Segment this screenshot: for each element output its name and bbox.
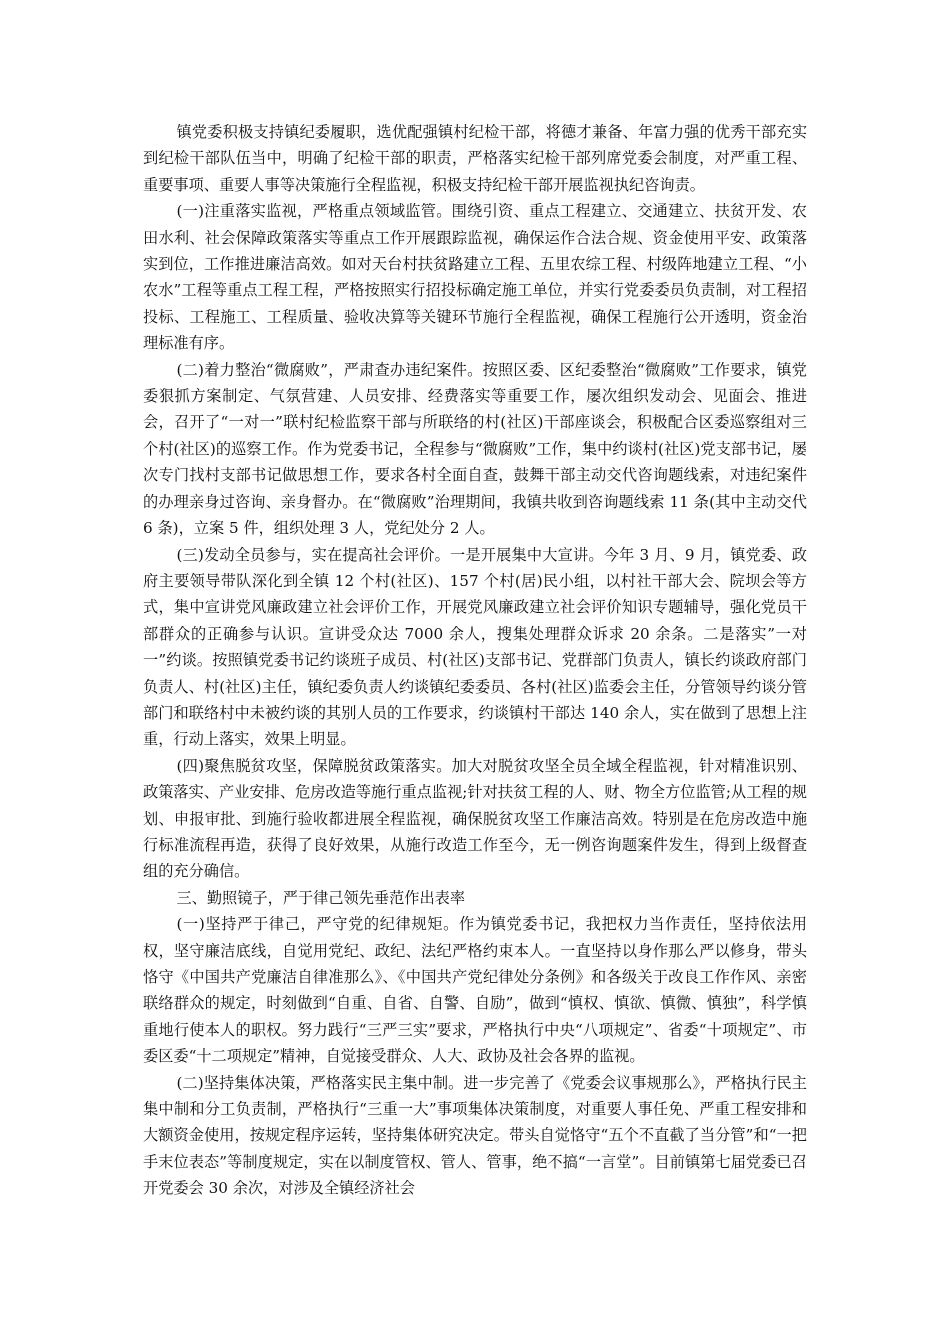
paragraph-7: (二)坚持集体决策，严格落实民主集中制。进一步完善了《党委会议事规那么》，严格执行民主集中制和分工负责制，严格执行“三重一大”事项集体决策制度，对重要人事任免、严重工程安排和大额资金使用，按规定程序运转，坚持集体研究决定。带头自觉恪守“五个不直截了当分管”和“一把手末位表态”等制度规定，实在以制度管权、管人、管事，绝不搞“一言堂”。目前镇第七届党委已召开党委会 30 余次，对涉及全镇经济社会 <box>143 1073 807 1198</box>
paragraph-4: (三)发动全员参与，实在提高社会评价。一是开展集中大宣讲。今年 3 月、9 月，镇党委、政府主要领导带队深化到全镇 12 个村(社区)、157 个村(居)民小组，以村社干部大会、院坝会等方式，集中宣讲党风廉政建立社会评价工作，开展党风廉政建立社会评价知识专题辅导，强化党员干部群众的正确参与认识。宣讲受众达 7000 余人，搜集处理群众诉求 20 余条。二是落实”一对一”约谈。按照镇党委书记约谈班子成员、村(社区)支部书记、党群部门负责人，镇长约谈政府部门负责人、村(社区)主任，镇纪委负责人约谈镇纪委委员、各村(社区)监委会主任，分管领导约谈分管部门和联络村中未被约谈的其别人员的工作要求，约谈镇村干部达 140 余人，实在做到了思想上注重，行动上落实，效果上明显。 <box>143 545 807 749</box>
paragraph-3: (二)着力整治“微腐败”，严肃查办违纪案件。按照区委、区纪委整治“微腐败”工作要求，镇党委狠抓方案制定、气氛营建、人员安排、经费落实等重要工作，屡次组织发动会、见面会、推进会，召开了“一对一”联村纪检监察干部与所联络的村(社区)干部座谈会，积极配合区委巡察组对三个村(社区)的巡察工作。作为党委书记，全程参与“微腐败”工作，集中约谈村(社区)党支部书记，屡次专门找村支部书记做思想工作，要求各村全面自查，鼓舞干部主动交代咨询题线索，对违纪案件的办理亲身过咨询、亲身督办。在“微腐败”治理期间，我镇共收到咨询题线索 11 条(其中主动交代 6 条)，立案 5 件，组织处理 3 人，党纪处分 2 人。 <box>143 360 807 538</box>
paragraph-2: (一)注重落实监视，严格重点领域监管。围绕引资、重点工程建立、交通建立、扶贫开发、农田水利、社会保障政策落实等重点工作开展跟踪监视，确保运作合法合规、资金使用平安、政策落实到位，工作推进廉洁高效。如对天台村扶贫路建立工程、五里农综工程、村级阵地建立工程、“小农水”工程等重点工程工程，严格按照实行招投标确定施工单位，并实行党委委员负责制，对工程招投标、工程施工、工程质量、验收决算等关键环节施行全程监视，确保工程施行公开透明，资金治理标准有序。 <box>143 202 807 353</box>
paragraph-6: (一)坚持严于律己，严守党的纪律规矩。作为镇党委书记，我把权力当作责任，坚持依法用权，坚守廉洁底线，自觉用党纪、政纪、法纪严格约束本人。一直坚持以身作那么严以修身，带头恪守《中国共产党廉洁自律准那么》、《中国共产党纪律处分条例》和各级关于改良工作作风、亲密联络群众的规定，时刻做到“自重、自省、自警、自励”，做到“慎权、慎欲、慎微、慎独”，科学慎重地行使本人的职权。努力践行“三严三实”要求，严格执行中央“八项规定”、省委“十项规定”、市委区委“十二项规定”精神，自觉接受群众、人大、政协及社会各界的监视。 <box>143 915 807 1066</box>
section-heading: 三、勤照镜子，严于律己领先垂范作出表率 <box>176 888 465 907</box>
document-body <box>143 119 807 1202</box>
paragraph-1: 镇党委积极支持镇纪委履职，选优配强镇村纪检干部，将德才兼备、年富力强的优秀干部充实到纪检干部队伍当中，明确了纪检干部的职责，严格落实纪检干部列席党委会制度，对严重工程、重要事项、重要人事等决策施行全程监视，积极支持纪检干部开展监视执纪咨询责。 <box>143 123 807 194</box>
paragraph-5: (四)聚焦脱贫攻坚，保障脱贫政策落实。加大对脱贫攻坚全员全域全程监视，针对精准识别、政策落实、产业安排、危房改造等施行重点监视;针对扶贫工程的人、财、物全方位监管;从工程的规划、申报审批、到施行验收都进展全程监视，确保脱贫攻坚工作廉洁高效。特别是在危房改造中施行标准流程再造，获得了良好效果，从施行改造工作至今，无一例咨询题案件发生，得到上级督查组的充分确信。 <box>143 756 807 881</box>
